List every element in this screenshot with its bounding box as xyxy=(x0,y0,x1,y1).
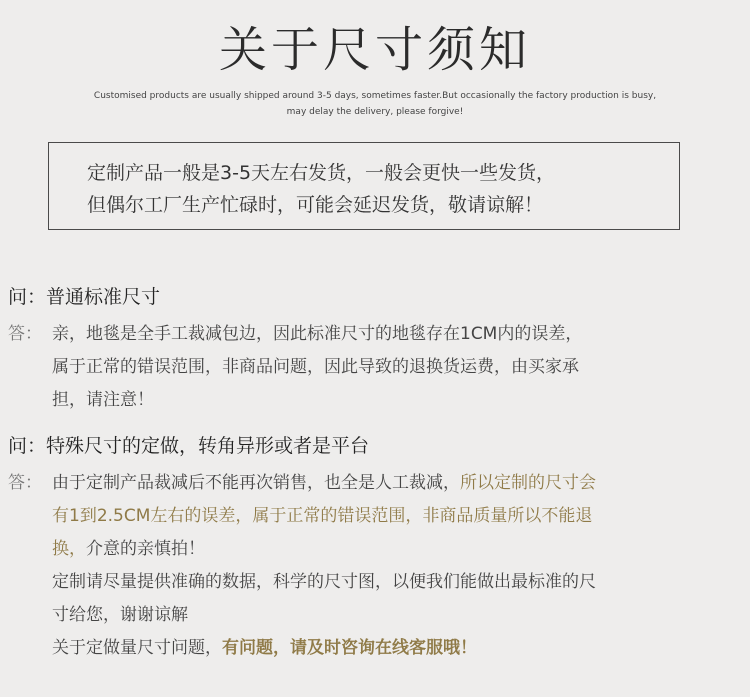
answer-label: 答： xyxy=(8,324,42,344)
page-title: 关于尺寸须知 xyxy=(218,22,531,78)
answer-line xyxy=(8,632,748,665)
answer-highlight: 所以定制的尺寸会 xyxy=(460,473,596,493)
question-label: 问： xyxy=(8,286,47,308)
faq-answer-2 xyxy=(8,467,748,665)
answer-line xyxy=(8,533,748,566)
page-subtitle xyxy=(0,88,750,120)
answer-line: 定制请尽量提供准确的数据，科学的尺寸图，以便我们能做出最标准的尺 xyxy=(52,572,596,592)
answer-text: 由于定制产品裁减后不能再次销售，也全是人工裁减， xyxy=(52,473,460,493)
faq-answer-1 xyxy=(8,318,748,417)
answer-highlight: 换， xyxy=(52,539,86,559)
answer-label: 答： xyxy=(8,473,42,493)
faq-question-1 xyxy=(8,283,160,311)
answer-highlight-line: 有1到2.5CM左右的误差，属于正常的错误范围，非商品质量所以不能退 xyxy=(52,506,593,526)
notice-line-2: 但偶尔工厂生产忙碌时，可能会延迟发货，敬请谅解！ xyxy=(87,194,544,216)
question-text: 普通标准尺寸 xyxy=(46,286,161,308)
notice-line-1: 定制产品一般是3-5天左右发货，一般会更快一些发货， xyxy=(87,162,556,184)
answer-text: 亲，地毯是全手工裁减包边，因此标准尺寸的地毯存在1CM内的误差， xyxy=(52,324,583,344)
answer-highlight: 有问题，请及时咨询在线客服哦！ xyxy=(222,638,477,658)
answer-line: 属于正常的错误范围，非商品问题，因此导致的退换货运费，由买家承 xyxy=(52,357,579,377)
answer-text: 关于定做量尺寸问题， xyxy=(52,638,222,658)
answer-line: 寸给您，谢谢谅解 xyxy=(52,605,188,625)
answer-line: 担，请注意！ xyxy=(52,390,154,410)
subtitle-line-2: may delay the delivery, please forgive! xyxy=(286,107,464,117)
shipping-notice-box xyxy=(48,142,680,230)
question-label: 问： xyxy=(8,435,47,457)
subtitle-line-1: Customised products are usually shipped around 3-5 days, sometimes faster.But occasionally the factory production is busy, xyxy=(93,91,657,101)
faq-question-2 xyxy=(8,432,369,460)
answer-text: 介意的亲慎拍！ xyxy=(86,539,205,559)
answer-line xyxy=(8,467,748,500)
question-text: 特殊尺寸的定做，转角异形或者是平台 xyxy=(46,435,370,457)
answer-line xyxy=(8,318,748,351)
